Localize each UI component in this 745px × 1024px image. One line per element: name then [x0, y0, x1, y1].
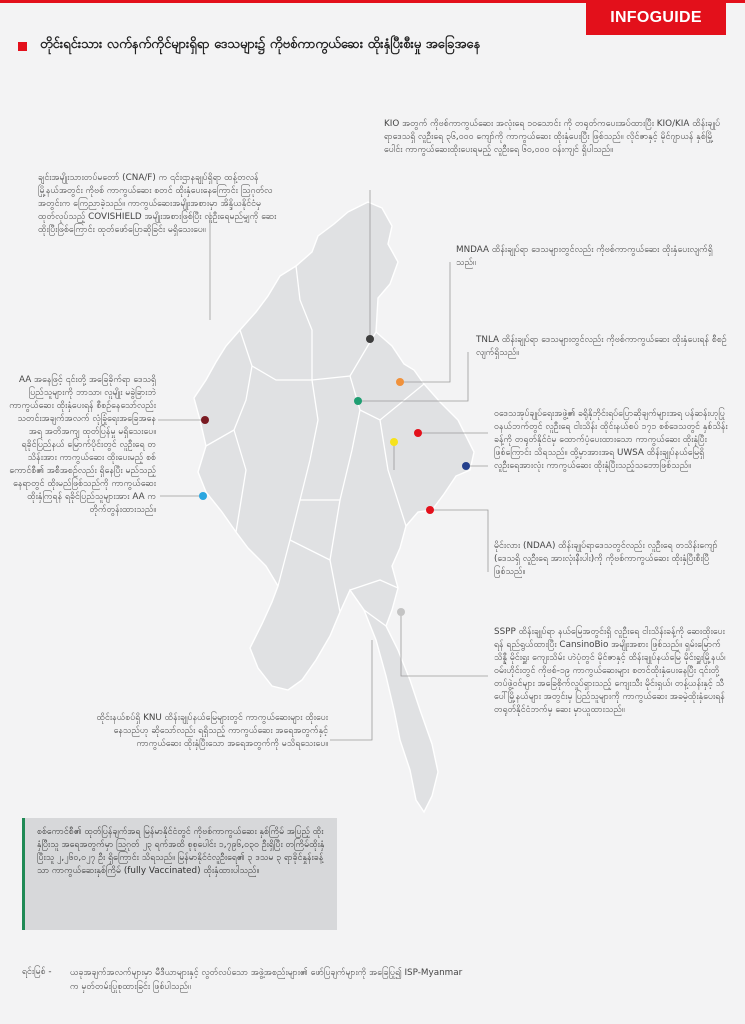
- note-aa: AA အနေဖြင့် ၎င်းတို့ အခြေခိုက်ရာ ဒေသရှိ ပြည်သူများကို ဘာသာ၊ လူမျိုး မခွဲခြားဘဲ ကာကွယ်ဆေး ထိုးနှံပေးရန် စီစဉ်နေသော်လည်း သတင်းအချက်အလက် လုံခြုံရေးအခြေအနေအရ အတိအကျ ထုတ်ပြန်မှု မရှိသေးပေ။ ရခိုင်ပြည်နယ် မြောက်ပိုင်းတွင် လူဦးရေ တသိန်းအား ကာကွယ်ဆေး ထိုးပေးမည့် စစ်ကောင်စီ၏ အစီအစဉ်လည်း ရှိနေပြီး မည်သည့်နေရာတွင် ထိုးမည်ဖြစ်သည်ကို ကာကွယ်ဆေး ထိုးနှံကြရန် ရခိုင်ပြည်သူများအား AA က တိုက်တွန်းထားသည်။: [9, 375, 156, 515]
- note-mndaa: MNDAA ထိန်းချုပ်ရာ ဒေသများတွင်လည်း ကိုဗစ်ကာကွယ်ဆေး ထိုးနှံပေးလျက်ရှိသည်။: [456, 245, 713, 268]
- kio-marker: [366, 335, 374, 343]
- note-ndaa: မိုင်းလား (NDAA) ထိန်းချုပ်ရာဒေသတွင်လည်း လူဦးရေ တသိန်းကျော် (ဒေသရှိ လူဦးရေ အားလုံးနီးပါး)ကို ကိုဗစ်ကာကွယ်ဆေး ထိုးနှံပြီးစီးပြီ ဖြစ်သည်။: [494, 541, 718, 577]
- source-label: ရင်းမြစ် -: [22, 967, 52, 977]
- note-knu: ထိုင်းနယ်စပ်ရှိ KNU ထိန်းချုပ်နယ်မြေများတွင် ကာကွယ်ဆေးများ ထိုးပေးနေသည်ဟု ဆိုသော်လည်း ရရှိသည့် ကာကွယ်ဆေး အရေအတွက်နှင့် ကာကွယ်ဆေး ထိုးနှံပြီးသော အရေအတွက်ကို မသိရသေးပေ။: [96, 713, 328, 749]
- summary-text: စစ်ကောင်စီ၏ ထုတ်ပြန်ချက်အရ မြန်မာနိုင်ငံတွင် ကိုဗစ်ကာကွယ်ဆေး နှစ်ကြိမ် အပြည့် ထိုးနှံပြီးသူ အရေအတွက်မှာ ဩဂုတ် ၂၃ ရက်အထိ စုစုပေါင်း ၁,၇၉၆,၀၃၀ ဦးရှိပြီး တကြိမ်ထိုးနှံပြီးသူ ၂,၂၆၀,၀၂၇ ဦး ရှိကြောင်း သိရသည်။ မြန်မာနိုင်ငံလူဦးရေ၏ ၃ ဒသမ ၃ ရာခိုင်နှုန်းခန့်သာ ကာကွယ်ဆေးနှစ်ကြိမ် (fully Vaccinated) ထိုးနှံထားပါသည်။: [37, 827, 325, 876]
- note-kio: KIO အတွက် ကိုဗစ်ကာကွယ်ဆေး အလုံးရေ ၁၀သောင်း ကို တရုတ်ကပေးအပ်ထားပြီး KIO/KIA ထိန်းချုပ်ရာဒေသရှိ လူဦးရေ ၃၆,၀၀၀ ကျော်ကို ကာကွယ်ဆေး ထိုးနှံပေးပြီး ဖြစ်သည်။ လိုင်ဇာနှင့် မိုင်ဂျာယန် နှစ်မြို့ပေါင်း ကာကွယ်ဆေးထိုးပေးရမည့် လူဦးရေ ၆၀,၀၀၀ ဝန်းကျင် ရှိပါသည်။: [384, 119, 721, 155]
- infoguide-badge: INFOGUIDE: [586, 0, 726, 35]
- tnla-marker: [354, 397, 362, 405]
- note-cna: ချင်းအမျိုးသားတပ်မတော် (CNA/F) က ၎င်းဌာနချုပ်ရှိရာ ထန့်တလန်မြို့နယ်အတွင်း ကိုဗစ် ကာကွယ်ဆေး စတင် ထိုးနှံပေးနေကြောင်း ဩဂုတ်လအတွင်းက ကြေညာခဲ့သည်။ ကာကွယ်ဆေးအမျိုးအစားမှာ အိန္ဒိယနိုင်ငံမှ ထုတ်လုပ်သည့် COVISHIELD အမျိုးအစားဖြစ်ပြီး လူဦးရေမည်မျှကို ဆေးထိုးပြီးဖြစ်ကြောင်း ထုတ်ဖော်ပြောဆိုခြင်း မရှိသေးပေ။: [38, 173, 277, 235]
- page-title: တိုင်းရင်းသား လက်နက်ကိုင်များရှိရာ ဒေသများ၌ ကိုဗစ်ကာကွယ်ဆေး ထိုးနှံပြီးစီးမှု အခြေအနေ: [40, 37, 481, 52]
- yellow-marker: [390, 438, 398, 446]
- wa-south-marker: [462, 462, 470, 470]
- note-sspp: SSPP ထိန်းချုပ်ရာ နယ်မြေအတွင်းရှိ လူဦးရေ ငါးသိန်းခန့်ကို ဆေးထိုးပေးရန် ရည်ရွယ်ထားပြီး CansinoBio အမျိုးအစား ဖြစ်သည်။ ရှမ်းမြောက် သိန္နီ မိုင်းရှူး ကျေးသိမ်း ဟဲပုံတွင် မိုင်ဇာနှင့် ထိန်းချုပ်နယ်မြေ မိုင်းရှူးမြို့နယ်၊ ဝမ်းဟိုင်းတွင် ကိုဗစ်-၁၉ ကာကွယ်ဆေးများ စတင်ထိုးနှံပေးနေပြီး ၎င်းတို့တပ်ဖွဲ့ဝင်များ အခြေစိုက်လှုပ်ရှားသည့် ကျေးသီး မိုင်းရှယ်၊ တန့်ယန်းနှင့် သီပေါ်မြို့နယ်များ အတွင်းမှ ပြည်သူများကို ကာကွယ်ဆေး အခမဲ့ထိုးနှံပေးရန် တရုတ်နိုင်ငံဘက်မှ ဆေး မှာယူထားသည်။: [494, 627, 726, 715]
- note-tnla: TNLA ထိန်းချုပ်ရာ ဒေသများတွင်လည်း ကိုဗစ်ကာကွယ်ဆေး ထိုးနှံပေးရန် စီစဉ်လျက်ရှိသည်။: [476, 335, 727, 358]
- sspp-marker: [397, 608, 405, 616]
- arakan-blue-marker: [199, 492, 207, 500]
- uwsa-marker: [414, 429, 422, 437]
- summary-box: [22, 818, 337, 930]
- note-uwsa: ဝဒေသအုပ်ချုပ်ရေးအဖွဲ့၏ ခရိုနိုဘိုင်းရပ်ပြောဆိုချက်များအရ ပန်ဆန်းဟုပြု ဝနယ်ဘက်တွင် လူဦးရေ ငါးသိန်း ထိုင်းနယ်စပ် ၁၇၁ စစ်ဒေသတွင် နှစ်သိန်းခန့်ကို တရုတ်နိုင်ငံမှ ထောက်ပံ့ပေးထားသော ကာကွယ်ဆေး ထိုးနှံပြီးဖြစ်ကြောင်း သိရသည်။ ထို့မှာအားအရ UWSA ထိန်းချုပ်နယ်မြေရှိ လူဦးရေအားလုံး ကာကွယ်ဆေး ထိုးနှံပြီးသည့်သဘောဖြစ်သည်။: [494, 409, 728, 471]
- aa-marker: [201, 416, 209, 424]
- ndaa-marker: [426, 506, 434, 514]
- mndaa-marker: [396, 378, 404, 386]
- source-text: ယခုအချက်အလက်များမှာ မီဒီယာများနှင့် လွတ်လပ်သော အဖွဲ့အစည်းများ၏ ဖော်ပြချက်များကို အခြေပြု၍ ISP-Myanmar က မှတ်တမ်းပြုစုထားခြင်း ဖြစ်ပါသည်။: [70, 968, 463, 992]
